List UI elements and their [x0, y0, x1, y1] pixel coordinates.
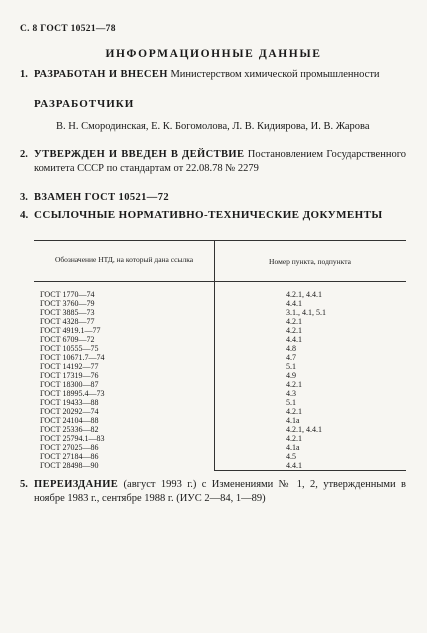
clause-number: 4.7: [286, 353, 296, 362]
developers-heading: РАЗРАБОТЧИКИ: [34, 98, 135, 110]
table-row: [34, 362, 406, 371]
section-heading: РАЗРАБОТАН И ВНЕСЕН: [34, 69, 168, 80]
clause-number: 4.2.1: [286, 434, 302, 443]
section-5: [20, 478, 406, 506]
section-2: [20, 148, 406, 176]
section-3: [20, 191, 406, 205]
document-designation: ГОСТ 19433—88: [40, 398, 99, 407]
section-text: Постановлением Государственного комитета СССР по стандартам от 22.08.78 № 2279: [34, 149, 406, 174]
table-row: [34, 308, 406, 317]
section-text: Министерством химической промышленности: [167, 69, 380, 80]
document-title: ИНФОРМАЦИОННЫЕ ДАННЫЕ: [105, 48, 322, 60]
section-number: 4.: [20, 209, 29, 221]
document-designation: ГОСТ 20292—74: [40, 407, 99, 416]
developers-list: В. Н. Смородинская, Е. К. Богомолова, Л. В. Кидиярова, И. В. Жарова: [56, 121, 370, 132]
document-designation: ГОСТ 27025—86: [40, 443, 99, 452]
table-bottom-rule: [214, 470, 406, 471]
clause-number: 3.1., 4.1, 5.1: [286, 308, 326, 317]
clause-number: 4.3: [286, 389, 296, 398]
section-heading: ССЫЛОЧНЫЕ НОРМАТИВНО-ТЕХНИЧЕСКИЕ ДОКУМЕНТЫ: [34, 209, 383, 221]
reference-table: [34, 240, 406, 470]
table-row: [34, 344, 406, 353]
table-row: [34, 407, 406, 416]
table-header: [34, 240, 406, 282]
clause-number: 5.1: [286, 362, 296, 371]
section-number: 1.: [20, 69, 28, 80]
document-designation: ГОСТ 14192—77: [40, 362, 99, 371]
clause-number: 4.8: [286, 344, 296, 353]
document-designation: ГОСТ 24104—88: [40, 416, 99, 425]
clause-number: 4.2.1: [286, 380, 302, 389]
clause-number: 4.9: [286, 371, 296, 380]
clause-number: 5.1: [286, 398, 296, 407]
document-designation: ГОСТ 18995.4—73: [40, 389, 105, 398]
clause-number: 4.1а: [286, 443, 300, 452]
clause-number: 4.2.1, 4.4.1: [286, 290, 322, 299]
table-row: [34, 398, 406, 407]
table-row: [34, 389, 406, 398]
document-designation: ГОСТ 28498—90: [40, 461, 99, 470]
table-row: [34, 326, 406, 335]
clause-number: 4.1а: [286, 416, 300, 425]
document-designation: ГОСТ 3885—73: [40, 308, 95, 317]
table-row: [34, 290, 406, 299]
document-designation: ГОСТ 4919.1—77: [40, 326, 101, 335]
clause-number: 4.4.1: [286, 299, 302, 308]
document-designation: ГОСТ 25794.1—83: [40, 434, 105, 443]
table-row: [34, 443, 406, 452]
section-heading: ВЗАМЕН ГОСТ 10521—72: [34, 192, 170, 203]
clause-number: 4.4.1: [286, 461, 302, 470]
column-header-document: Обозначение НТД, на который дана ссылка: [54, 255, 194, 264]
section-heading: ПЕРЕИЗДАНИЕ: [34, 479, 119, 490]
section-1: [20, 68, 406, 82]
section-heading: УТВЕРЖДЕН И ВВЕДЕН В ДЕЙСТВИЕ: [34, 149, 245, 160]
table-row: [34, 317, 406, 326]
clause-number: 4.2.1: [286, 317, 302, 326]
section-number: 5.: [20, 479, 28, 490]
section-text: (август 1993 г.) с Изменениями № 1, 2, утвержденными в ноябре 1983 г., сентябре 1988 г. (ИУС 2—84, 1—89): [34, 479, 406, 504]
document-designation: ГОСТ 6709—72: [40, 335, 95, 344]
page-header: С. 8 ГОСТ 10521—78: [20, 24, 116, 34]
table-row: [34, 425, 406, 434]
clause-number: 4.2.1, 4.4.1: [286, 425, 322, 434]
table-row: [34, 335, 406, 344]
table-row: [34, 461, 406, 470]
section-number: 2.: [20, 149, 28, 160]
table-row: [34, 353, 406, 362]
table-row: [34, 299, 406, 308]
table-row: [34, 452, 406, 461]
table-row: [34, 434, 406, 443]
table-row: [34, 380, 406, 389]
clause-number: 4.4.1: [286, 335, 302, 344]
section-number: 3.: [20, 192, 28, 203]
table-row: [34, 416, 406, 425]
document-designation: ГОСТ 3760—79: [40, 299, 95, 308]
section-4: [20, 208, 406, 222]
clause-number: 4.2.1: [286, 326, 302, 335]
table-row: [34, 371, 406, 380]
document-designation: ГОСТ 27184—86: [40, 452, 99, 461]
document-designation: ГОСТ 17319—76: [40, 371, 99, 380]
document-designation: ГОСТ 18300—87: [40, 380, 99, 389]
clause-number: 4.2.1: [286, 407, 302, 416]
table-body: [34, 282, 406, 470]
document-designation: ГОСТ 10671.7—74: [40, 353, 105, 362]
clause-number: 4.5: [286, 452, 296, 461]
document-designation: ГОСТ 25336—82: [40, 425, 99, 434]
document-designation: ГОСТ 4328—77: [40, 317, 95, 326]
column-header-clause: Номер пункта, подпункта: [269, 257, 351, 266]
document-designation: ГОСТ 1770—74: [40, 290, 95, 299]
document-designation: ГОСТ 10555—75: [40, 344, 99, 353]
